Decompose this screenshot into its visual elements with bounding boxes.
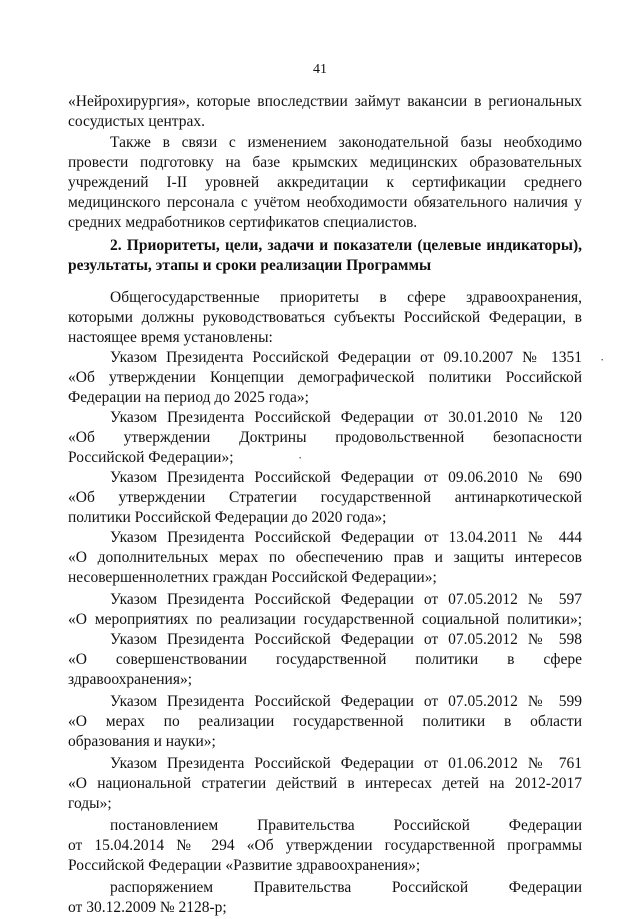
- scan-mark: ·: [298, 450, 303, 465]
- scan-mark: ·: [600, 352, 605, 367]
- text-line: «О мерах по реализации государственной политики в области: [68, 713, 582, 730]
- text-line: Указом Президента Российской Федерации от 09.06.2010 № 690: [110, 469, 582, 486]
- text-line: постановлением Правительства Российской Федерации: [110, 817, 582, 834]
- text-line: настоящее время установлены:: [68, 329, 273, 346]
- text-line: несовершеннолетних граждан Российской Федерации»;: [68, 569, 437, 586]
- section-heading-line: результаты, этапы и сроки реализации Программы: [68, 257, 432, 274]
- text-line: образования и науки»;: [68, 733, 216, 750]
- text-line: «Об утверждении Концепции демографической политики Российской: [68, 369, 582, 386]
- text-line: Указом Президента Российской Федерации от 13.04.2011 № 444: [110, 529, 582, 546]
- text-line: Федерации на период до 2025 года»;: [68, 389, 309, 406]
- section-heading-line: 2. Приоритеты, цели, задачи и показатели (целевые индикаторы),: [110, 237, 582, 254]
- text-line: «Об утверждении Доктрины продовольственной безопасности: [68, 429, 582, 446]
- text-line: Российской Федерации «Развитие здравоохранения»;: [68, 857, 421, 874]
- text-line: «Нейрохирургия», которые впоследствии займут вакансии в региональных: [68, 93, 582, 110]
- text-line: Также в связи с изменением законодательной базы необходимо: [110, 134, 582, 151]
- text-line: Российской Федерации»;: [68, 449, 234, 466]
- text-line: которыми должны руководствоваться субъекты Российской Федерации, в: [68, 309, 582, 326]
- text-line: «О мероприятиях по реализации государственной социальной политики»;: [68, 611, 582, 628]
- text-line: политики Российской Федерации до 2020 года»;: [68, 509, 387, 526]
- text-line: средних медработников сертификатов специалистов.: [68, 214, 418, 231]
- text-line: от 15.04.2014 № 294 «Об утверждении государственной программы: [68, 837, 582, 854]
- text-line: «Об утверждении Стратегии государственной антинаркотической: [68, 489, 582, 506]
- text-line: Указом Президента Российской Федерации от 07.05.2012 № 599: [110, 693, 582, 710]
- text-line: Указом Президента Российской Федерации от 07.05.2012 № 597: [110, 591, 582, 608]
- text-line: от 30.12.2009 № 2128-р;: [68, 899, 227, 916]
- text-line: «О совершенствовании государственной политики в сфере: [68, 651, 582, 668]
- text-line: Указом Президента Российской Федерации от 01.06.2012 № 761: [110, 755, 582, 772]
- text-line: «О дополнительных мерах по обеспечению прав и защиты интересов: [68, 549, 582, 566]
- text-line: годы»;: [68, 795, 112, 812]
- text-line: сосудистых центрах.: [68, 113, 206, 130]
- text-line: «О национальной стратегии действий в интересах детей на 2012-2017: [68, 775, 582, 792]
- text-line: учреждений I-II уровней аккредитации к сертификации среднего: [68, 174, 582, 191]
- text-line: Указом Президента Российской Федерации от 07.05.2012 № 598: [110, 631, 582, 648]
- text-line: провести подготовку на базе крымских медицинских образовательных: [68, 154, 582, 171]
- text-line: Указом Президента Российской Федерации от 09.10.2007 № 1351: [110, 349, 582, 366]
- text-line: распоряжением Правительства Российской Федерации: [110, 879, 582, 896]
- text-line: Общегосударственные приоритеты в сфере здравоохранения,: [110, 289, 582, 306]
- text-line: здравоохранения»;: [68, 671, 193, 688]
- text-line: Указом Президента Российской Федерации от 30.01.2010 № 120: [110, 409, 582, 426]
- text-line: медицинского персонала с учётом необходимости обязательного наличия у: [68, 194, 582, 211]
- page-number: 41: [313, 62, 327, 77]
